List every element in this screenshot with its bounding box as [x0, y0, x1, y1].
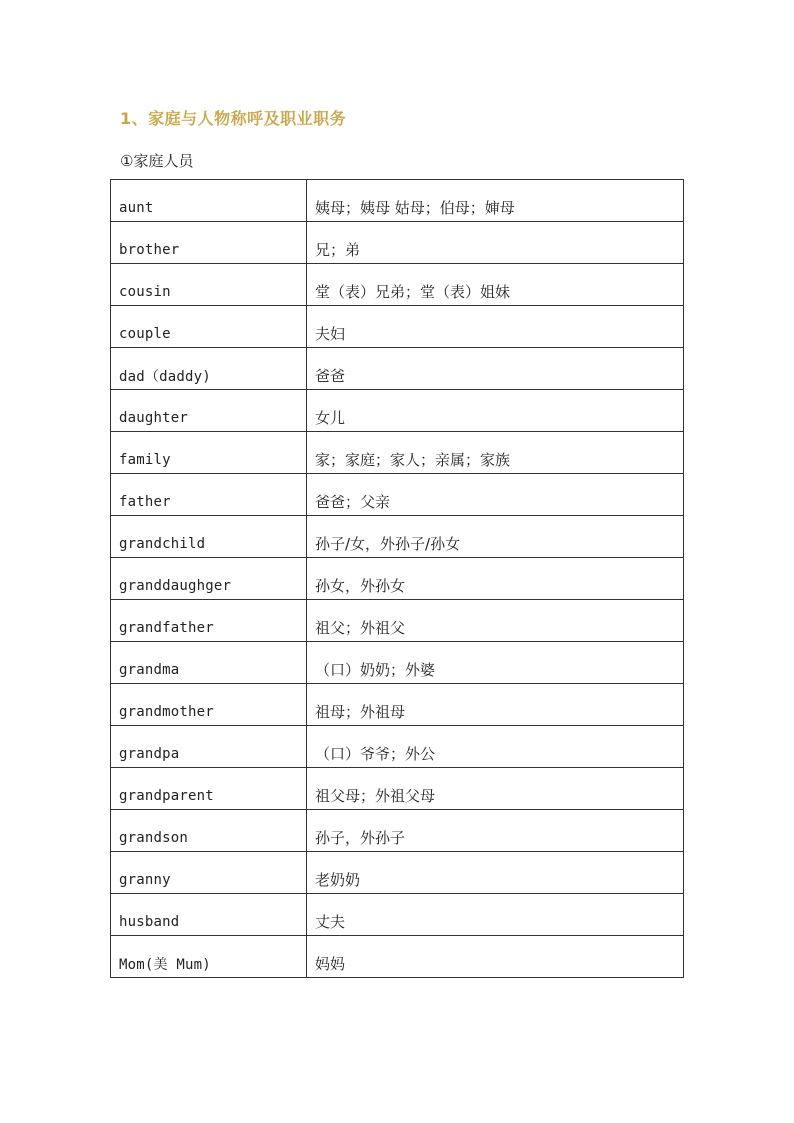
table-row — [111, 768, 684, 810]
meaning-cell: 妈妈 — [307, 936, 684, 978]
table-row — [111, 600, 684, 642]
meaning-cell: 爸爸 — [307, 348, 684, 390]
table-row — [111, 222, 684, 264]
meaning-cell: 孙子/女，外孙子/孙女 — [307, 516, 684, 558]
meaning-cell: 爸爸；父亲 — [307, 474, 684, 516]
term-cell: grandpa — [111, 726, 307, 768]
table-row — [111, 684, 684, 726]
term-cell: grandchild — [111, 516, 307, 558]
term-cell: grandma — [111, 642, 307, 684]
term-cell: granny — [111, 852, 307, 894]
table-row — [111, 894, 684, 936]
term-cell: husband — [111, 894, 307, 936]
meaning-cell: （口）奶奶；外婆 — [307, 642, 684, 684]
meaning-cell: 姨母；姨母 姑母；伯母；婶母 — [307, 180, 684, 222]
meaning-cell: 老奶奶 — [307, 852, 684, 894]
vocabulary-table-body — [111, 180, 684, 978]
meaning-cell: 祖父；外祖父 — [307, 600, 684, 642]
meaning-cell: 女儿 — [307, 390, 684, 432]
term-cell: granddaughger — [111, 558, 307, 600]
table-row — [111, 348, 684, 390]
term-cell: grandparent — [111, 768, 307, 810]
term-cell: brother — [111, 222, 307, 264]
table-row — [111, 306, 684, 348]
term-cell: father — [111, 474, 307, 516]
table-row — [111, 390, 684, 432]
term-cell: family — [111, 432, 307, 474]
meaning-cell: （口）爷爷；外公 — [307, 726, 684, 768]
meaning-cell: 堂（表）兄弟；堂（表）姐妹 — [307, 264, 684, 306]
table-row — [111, 726, 684, 768]
term-cell: dad（daddy) — [111, 348, 307, 390]
term-cell: Mom(美 Mum) — [111, 936, 307, 978]
table-row — [111, 180, 684, 222]
meaning-cell: 祖父母；外祖父母 — [307, 768, 684, 810]
meaning-cell: 家；家庭；家人；亲属；家族 — [307, 432, 684, 474]
table-row — [111, 558, 684, 600]
meaning-cell: 丈夫 — [307, 894, 684, 936]
table-row — [111, 432, 684, 474]
meaning-cell: 兄；弟 — [307, 222, 684, 264]
term-cell: cousin — [111, 264, 307, 306]
table-row — [111, 852, 684, 894]
section-title: 1、家庭与人物称呼及职业职务 — [120, 109, 347, 128]
subsection-title: ①家庭人员 — [120, 152, 194, 170]
meaning-cell: 孙子，外孙子 — [307, 810, 684, 852]
meaning-cell: 夫妇 — [307, 306, 684, 348]
meaning-cell: 孙女，外孙女 — [307, 558, 684, 600]
term-cell: aunt — [111, 180, 307, 222]
term-cell: daughter — [111, 390, 307, 432]
vocabulary-table — [110, 179, 684, 978]
term-cell: grandson — [111, 810, 307, 852]
term-cell: grandfather — [111, 600, 307, 642]
table-row — [111, 642, 684, 684]
table-row — [111, 936, 684, 978]
table-row — [111, 474, 684, 516]
meaning-cell: 祖母；外祖母 — [307, 684, 684, 726]
table-row — [111, 810, 684, 852]
table-row — [111, 264, 684, 306]
term-cell: grandmother — [111, 684, 307, 726]
table-row — [111, 516, 684, 558]
term-cell: couple — [111, 306, 307, 348]
